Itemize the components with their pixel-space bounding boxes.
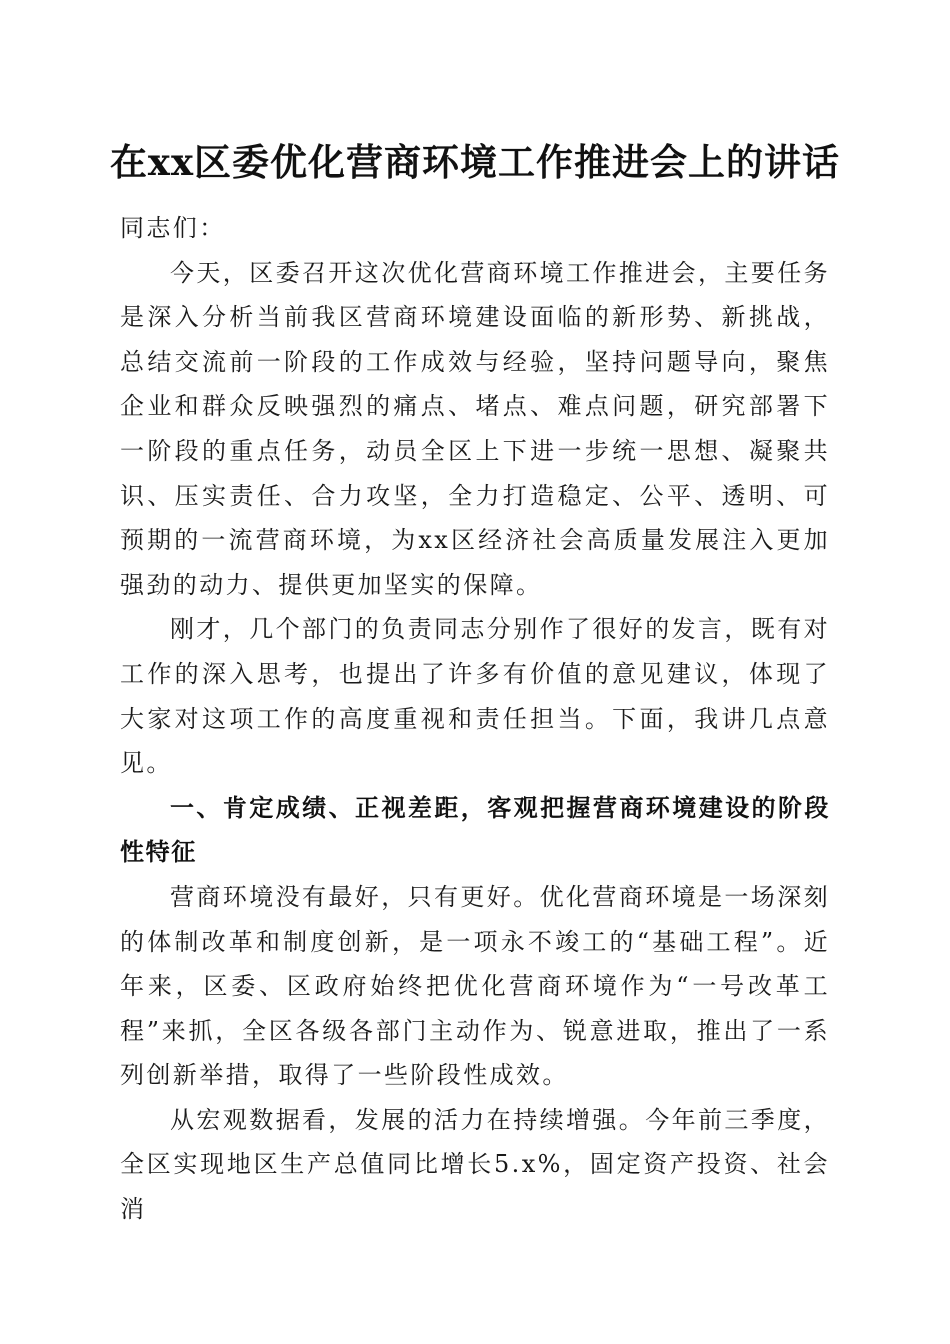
section-heading-1: 一、肯定成绩、正视差距，客观把握营商环境建设的阶段性特征 bbox=[120, 793, 830, 867]
document-title: 在xx区委优化营商环境工作推进会上的讲话 bbox=[109, 140, 841, 184]
paragraph-section-intro: 营商环境没有最好，只有更好。优化营商环境是一场深刻的体制改革和制度创新，是一项永不竣工的“基础工程”。近年来，区委、区政府始终把优化营商环境作为“一号改革工程”来抓，全区各级各部门主动作为、锐意进取，推出了一系列创新举措，取得了一些阶段性成效。 bbox=[120, 882, 830, 1090]
salutation: 同志们： bbox=[120, 214, 226, 242]
paragraph-opening: 今天，区委召开这次优化营商环境工作推进会，主要任务是深入分析当前我区营商环境建设面临的新形势、新挑战，总结交流前一阶段的工作成效与经验，坚持问题导向，聚焦企业和群众反映强烈的痛点、堵点、难点问题，研究部署下一阶段的重点任务，动员全区上下进一步统一思想、凝聚共识、压实责任、合力攻坚，全力打造稳定、公平、透明、可预期的一流营商环境，为xx区经济社会高质量发展注入更加强劲的动力、提供更加坚实的保障。 bbox=[120, 258, 830, 599]
paragraph-macro-data: 从宏观数据看，发展的活力在持续增强。今年前三季度，全区实现地区生产总值同比增长5.x%，固定资产投资、社会消 bbox=[120, 1105, 830, 1224]
document-body bbox=[120, 206, 830, 1232]
paragraph-transition: 刚才，几个部门的负责同志分别作了很好的发言，既有对工作的深入思考，也提出了许多有价值的意见建议，体现了大家对这项工作的高度重视和责任担当。下面，我讲几点意见。 bbox=[120, 615, 830, 778]
